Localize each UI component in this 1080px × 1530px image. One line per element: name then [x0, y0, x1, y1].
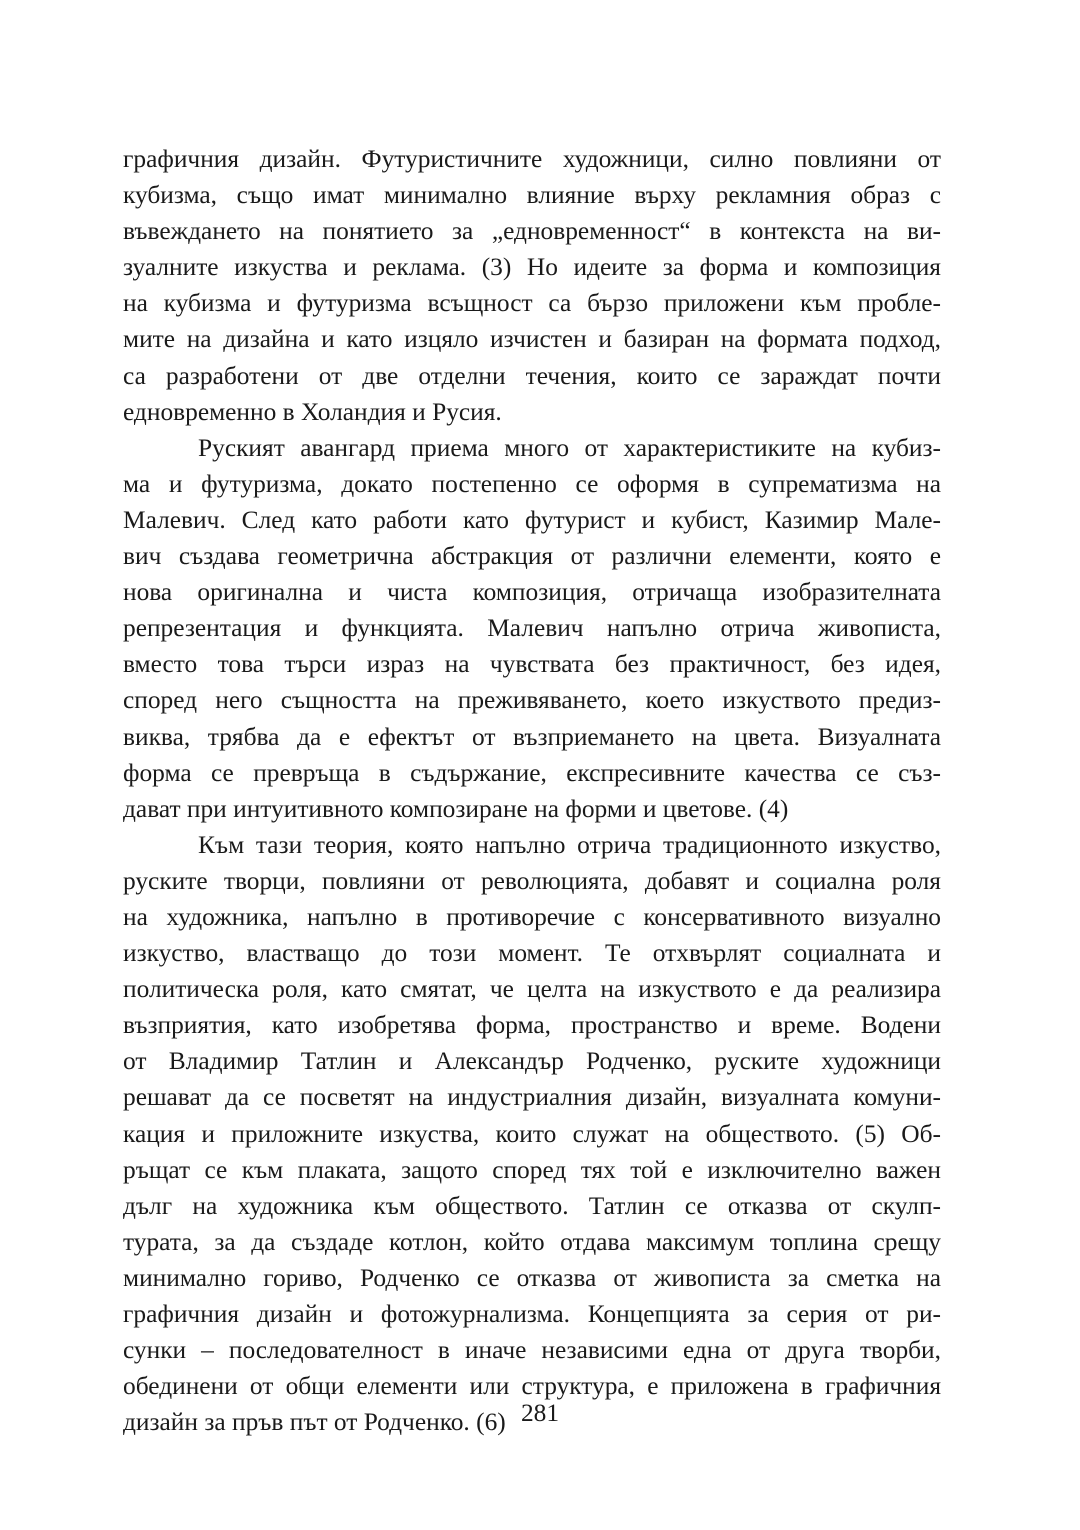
- text-line: мите на дизайна и като изцяло изчистен и базиран на формата подход,: [123, 325, 941, 354]
- text-line: зуалните изкуства и реклама. (3) Но идеите за форма и композиция: [123, 253, 941, 282]
- text-line: форма се превръща в съдържание, експресивните качества се съз-: [123, 758, 941, 787]
- text-line: виква, трябва да е ефектът от възприемането на цвета. Визуалната: [123, 722, 941, 751]
- text-line: изкуство, властващо до този момент. Те отхвърлят социалната и: [123, 939, 941, 968]
- text-line: от Владимир Татлин и Александър Родченко, руските художници: [123, 1047, 941, 1076]
- text-line: вместо това търси израз на чувствата без практичност, без идея,: [123, 650, 941, 679]
- page-body-text: [123, 141, 941, 1440]
- text-line: минимално гориво, Родченко се отказва от живописта за сметка на: [123, 1263, 941, 1292]
- text-line: въвеждането на понятието за „едновременност“ в контекста на ви-: [123, 217, 941, 246]
- text-line: репрезентация и функцията. Малевич напълно отрича живописта,: [123, 614, 941, 643]
- text-line: турата, за да създаде котлон, който отдава максимум топлина срещу: [123, 1227, 941, 1256]
- paragraph: [123, 827, 941, 1441]
- text-line: са разработени от две отделни течения, които се зараждат почти: [123, 361, 941, 390]
- text-line: политическа роля, като смятат, че целта на изкуството е да реализира: [123, 975, 941, 1004]
- paragraph: [123, 430, 941, 827]
- text-line: графичния дизайн. Футуристичните художници, силно повлияни от: [123, 145, 941, 173]
- paragraph: [123, 141, 941, 430]
- text-line: сунки – последователност в иначе независими една от друга творби,: [123, 1336, 941, 1365]
- text-line: дават при интуитивното композиране на форми и цветове. (4): [123, 794, 789, 823]
- text-line: ръщат се към плаката, защото според тях той е изключително важен: [123, 1155, 941, 1184]
- text-line: дълг на художника към обществото. Татлин се отказва от скулп-: [123, 1191, 941, 1220]
- text-line: решават да се посветят на индустриалния дизайн, визуалната комуни-: [123, 1083, 941, 1112]
- text-line: на художника, напълно в противоречие с консервативното визуално: [123, 902, 941, 931]
- page-number: 281: [520, 1399, 560, 1427]
- text-line: руските творци, повлияни от революцията, добавят и социална роля: [123, 866, 941, 895]
- text-line: едновременно в Холандия и Русия.: [123, 397, 502, 426]
- text-line: кация и приложните изкуства, които служат на обществото. (5) Об-: [123, 1119, 941, 1148]
- text-line: възприятия, като изобретява форма, пространство и време. Водени: [123, 1011, 941, 1040]
- text-line: кубизма, също имат минимално влияние върху рекламния образ с: [123, 181, 941, 210]
- text-line: Руският авангард приема много от характеристиките на кубиз-: [198, 433, 941, 462]
- text-line: Малевич. След като работи като футурист и кубист, Казимир Мале-: [123, 505, 941, 534]
- text-line: Към тази теория, която напълно отрича традиционното изкуство,: [198, 830, 941, 859]
- text-line: графичния дизайн и фотожурнализма. Концепцията за серия от ри-: [123, 1300, 941, 1328]
- text-line: обединени от общи елементи или структура, е приложена в графичния: [123, 1372, 941, 1401]
- text-line: според него същността на преживяването, което изкуството предиз-: [123, 686, 941, 715]
- text-line: нова оригинална и чиста композиция, отричаща изобразителната: [123, 578, 941, 607]
- text-line: ма и футуризма, докато постепенно се оформя в супрематизма на: [123, 469, 941, 498]
- text-line: вич създава геометрична абстракция от различни елементи, която е: [123, 542, 941, 571]
- text-line: на кубизма и футуризма всъщност са бързо приложени към пробле-: [123, 289, 941, 318]
- text-line: дизайн за пръв път от Родченко. (6): [123, 1408, 506, 1437]
